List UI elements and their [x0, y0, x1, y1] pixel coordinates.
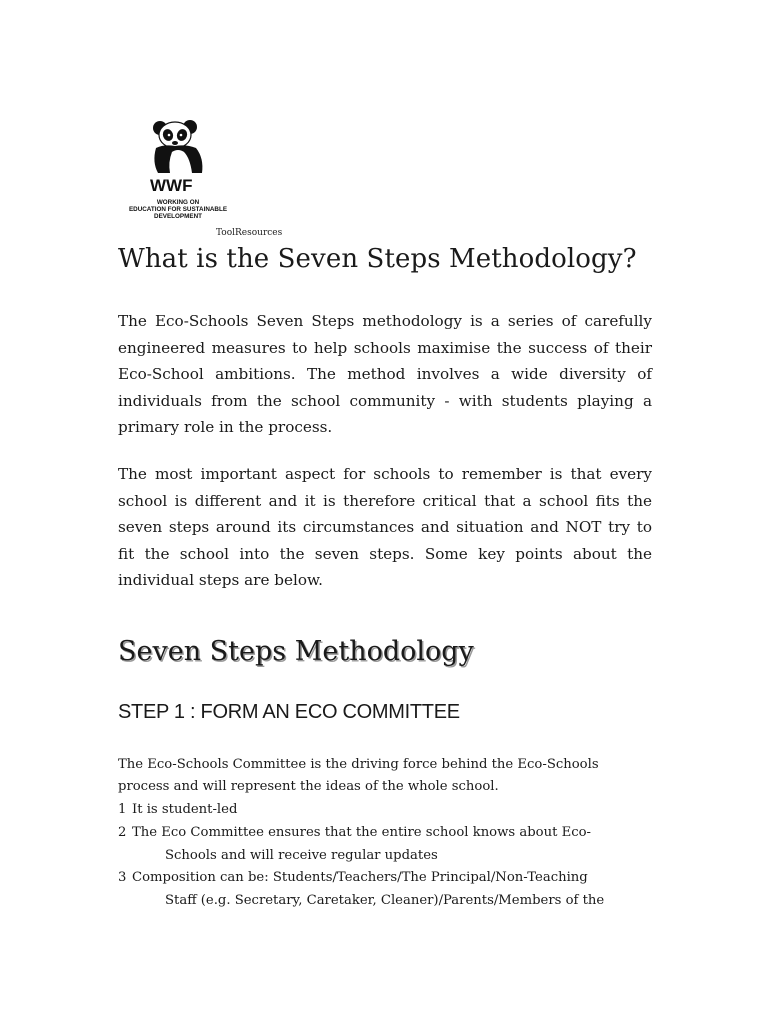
key-points-paragraph: The most important aspect for schools to remember is that every school is different and it is therefore critical that a school fits the seven steps around its circumstances and situation and NOT try to fit the school into the seven steps. Some key points about the individual steps are below.: [118, 465, 652, 589]
logo-tagline-line: EDUCATION FOR SUSTAINABLE: [128, 206, 228, 213]
list-item-text: Composition can be: Students/Teachers/The Principal/Non-Teaching: [132, 870, 588, 886]
list-item-number: 2: [118, 824, 127, 840]
list-item-continuation: Schools and will receive regular updates: [165, 847, 438, 863]
panda-icon: [148, 118, 206, 176]
list-item-text: It is student-led: [132, 802, 238, 817]
list-item: [118, 799, 648, 822]
list-item-text: The Eco Committee ensures that the entire school knows about Eco-: [132, 824, 592, 840]
logo-tagline: [122, 199, 234, 220]
step-1-title: STEP 1 : FORM AN ECO COMMITTEE: [118, 701, 460, 723]
list-item: [118, 867, 648, 913]
logo-brand-text: WWF: [150, 176, 193, 195]
logo-tagline-line: WORKING ON: [156, 199, 200, 206]
tool-resources-label: ToolResources: [216, 228, 283, 238]
list-item-number: 1: [118, 802, 127, 817]
logo-tagline-line: DEVELOPMENT: [154, 213, 202, 220]
step-1-intro: The Eco-Schools Committee is the driving force behind the Eco-Schools process and will represent the ideas of the whole school.: [118, 757, 599, 794]
wwf-logo: [120, 118, 232, 230]
list-item: [118, 822, 648, 868]
section-title: Seven Steps Methodology: [118, 636, 474, 667]
list-item-continuation: Staff (e.g. Secretary, Caretaker, Cleaner)/Parents/Members of the: [165, 893, 605, 909]
intro-paragraph: The Eco-Schools Seven Steps methodology is a series of carefully engineered measures to help schools maximise the success of their Eco-School ambitions. The method involves a wide diversity of individuals from the school community - with students playing a primary role in the process.: [118, 312, 652, 436]
step-1-points: [118, 799, 648, 913]
page-title: What is the Seven Steps Methodology?: [118, 244, 637, 274]
list-item-number: 3: [118, 870, 127, 886]
